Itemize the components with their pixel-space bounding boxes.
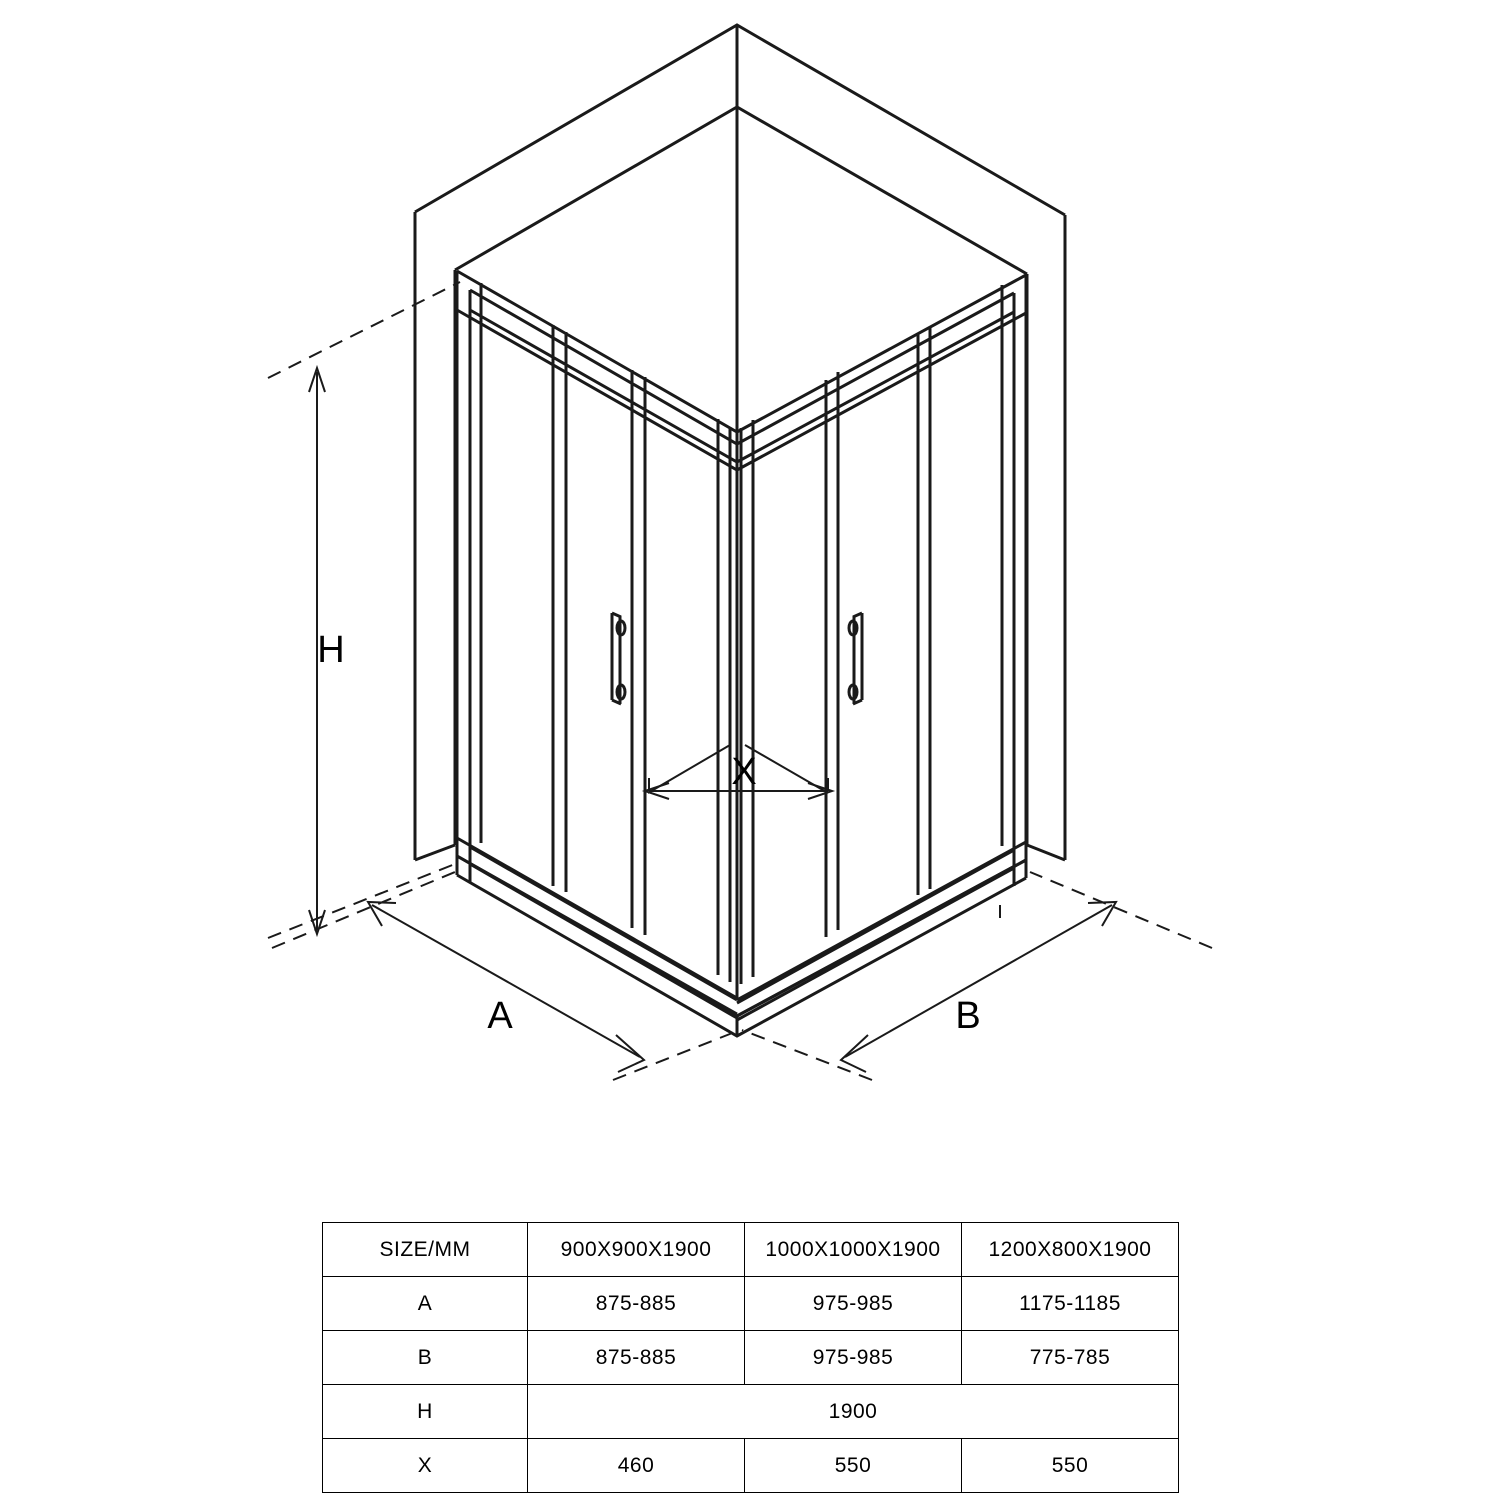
table-header-size-label: SIZE/MM <box>323 1223 528 1277</box>
row-h-value-all: 1900 <box>528 1385 1179 1439</box>
row-label-b: B <box>323 1331 528 1385</box>
row-x-value-2: 550 <box>745 1439 962 1493</box>
table-header-row <box>323 1223 1179 1277</box>
row-a-value-2: 975-985 <box>745 1277 962 1331</box>
row-x-value-1: 460 <box>528 1439 745 1493</box>
label-h: H <box>317 629 345 671</box>
row-label-x: X <box>323 1439 528 1493</box>
table-header-col-1: 900X900X1900 <box>528 1223 745 1277</box>
row-label-h: H <box>323 1385 528 1439</box>
table-row <box>323 1331 1179 1385</box>
label-a: A <box>487 995 513 1037</box>
row-x-value-3: 550 <box>962 1439 1179 1493</box>
table-header-col-3: 1200X800X1900 <box>962 1223 1179 1277</box>
row-b-value-2: 975-985 <box>745 1331 962 1385</box>
handle-left-door <box>612 613 625 704</box>
label-x: X <box>731 751 757 793</box>
label-b: B <box>955 995 981 1037</box>
right-glass-panels <box>737 275 1026 1020</box>
row-label-a: A <box>323 1277 528 1331</box>
specification-table <box>322 1222 1174 1493</box>
table-header-col-2: 1000X1000X1900 <box>745 1223 962 1277</box>
table-row <box>323 1385 1179 1439</box>
dimension-height <box>268 282 460 938</box>
row-a-value-1: 875-885 <box>528 1277 745 1331</box>
row-a-value-3: 1175-1185 <box>962 1277 1179 1331</box>
row-b-value-3: 775-785 <box>962 1331 1179 1385</box>
table-row <box>323 1277 1179 1331</box>
handle-right-door <box>849 613 862 704</box>
row-b-value-1: 875-885 <box>528 1331 745 1385</box>
table-row <box>323 1439 1179 1493</box>
